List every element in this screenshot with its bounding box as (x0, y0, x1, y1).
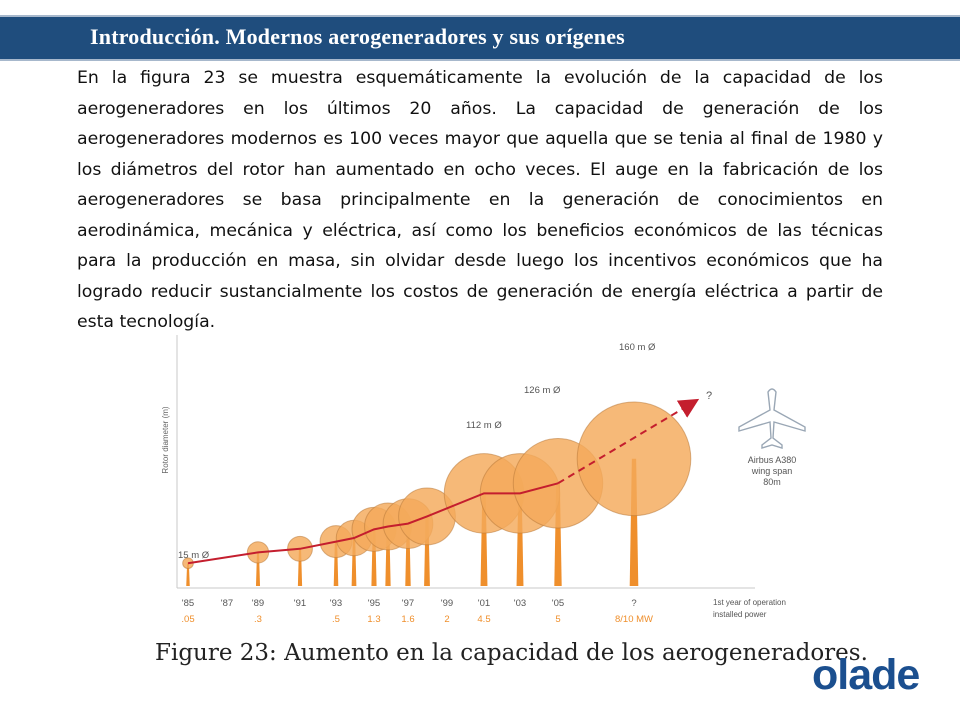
title-bar (0, 15, 960, 61)
x-tick-label: '93 (329, 598, 343, 609)
power-tick-label: 1.6 (401, 614, 415, 625)
power-tick-label: 8/10 MW (614, 614, 654, 625)
rotor-label-15m: 15 m Ø (178, 550, 210, 561)
airbus-note-line: 80m (763, 477, 781, 487)
airbus-a380-icon (739, 389, 805, 448)
power-caption: installed power (713, 610, 767, 619)
x-axis-caption: 1st year of operation (713, 598, 786, 607)
x-tick-label: '85 (181, 598, 195, 609)
power-tick-label: 5 (555, 614, 561, 625)
airbus-note-line: wing span (751, 466, 793, 476)
power-tick-label: .3 (254, 614, 262, 625)
airbus-note-line: Airbus A380 (747, 455, 797, 465)
figure-caption: Figure 23: Aumento en la capacidad de los aerogeneradores. (155, 640, 868, 666)
x-tick-label: ? (631, 598, 637, 609)
power-tick-label: .05 (181, 614, 195, 625)
power-tick-label: 4.5 (477, 614, 491, 625)
power-tick-label: .5 (332, 614, 340, 625)
x-tick-label: '05 (551, 598, 565, 609)
x-tick-label: '01 (477, 598, 491, 609)
future-question-mark: ? (706, 390, 713, 402)
x-tick-label: '99 (440, 598, 454, 609)
power-tick-label: 2 (444, 614, 450, 625)
x-tick-label: '03 (513, 598, 527, 609)
x-tick-label: '97 (401, 598, 415, 609)
power-tick-label: 1.3 (367, 614, 381, 625)
x-tick-label: '91 (293, 598, 307, 609)
body-paragraph: En la figura 23 se muestra esquemáticamente la evolución de la capacidad de los aerogeneradores en los últimos 20 años. La capacidad de generación de los aerogeneradores modernos es 100 veces mayor que aquella que se tenia al final de 1980 y los diámetros del rotor han aumentado en ocho veces. El auge en la fabricación de los aerogeneradores se basa principalmente en la generación de conocimientos en aerodinámica, mecánica y eléctrica, así como los beneficios económicos de las técnicas para la producción en masa, sin olvidar desde luego los incentivos económicos que ha logrado reducir sustancialmente los costos de generación de energía eléctrica a partir de esta tecnología. (77, 68, 883, 332)
x-tick-label: '89 (251, 598, 265, 609)
turbine-evolution-chart (150, 330, 810, 635)
x-tick-label: '87 (220, 598, 234, 609)
x-tick-label: '95 (367, 598, 381, 609)
rotor-label-160m: 160 m Ø (619, 342, 656, 353)
rotor-label-112m: 112 m Ø (466, 420, 502, 431)
y-axis-label: Rotor diameter (m) (161, 406, 170, 474)
rotor-label-126m: 126 m Ø (524, 385, 561, 396)
slide-title: Introducción. Modernos aerogeneradores y sus orígenes (90, 24, 625, 49)
olade-logo: olade (812, 651, 920, 699)
rotor-circle (577, 402, 691, 516)
